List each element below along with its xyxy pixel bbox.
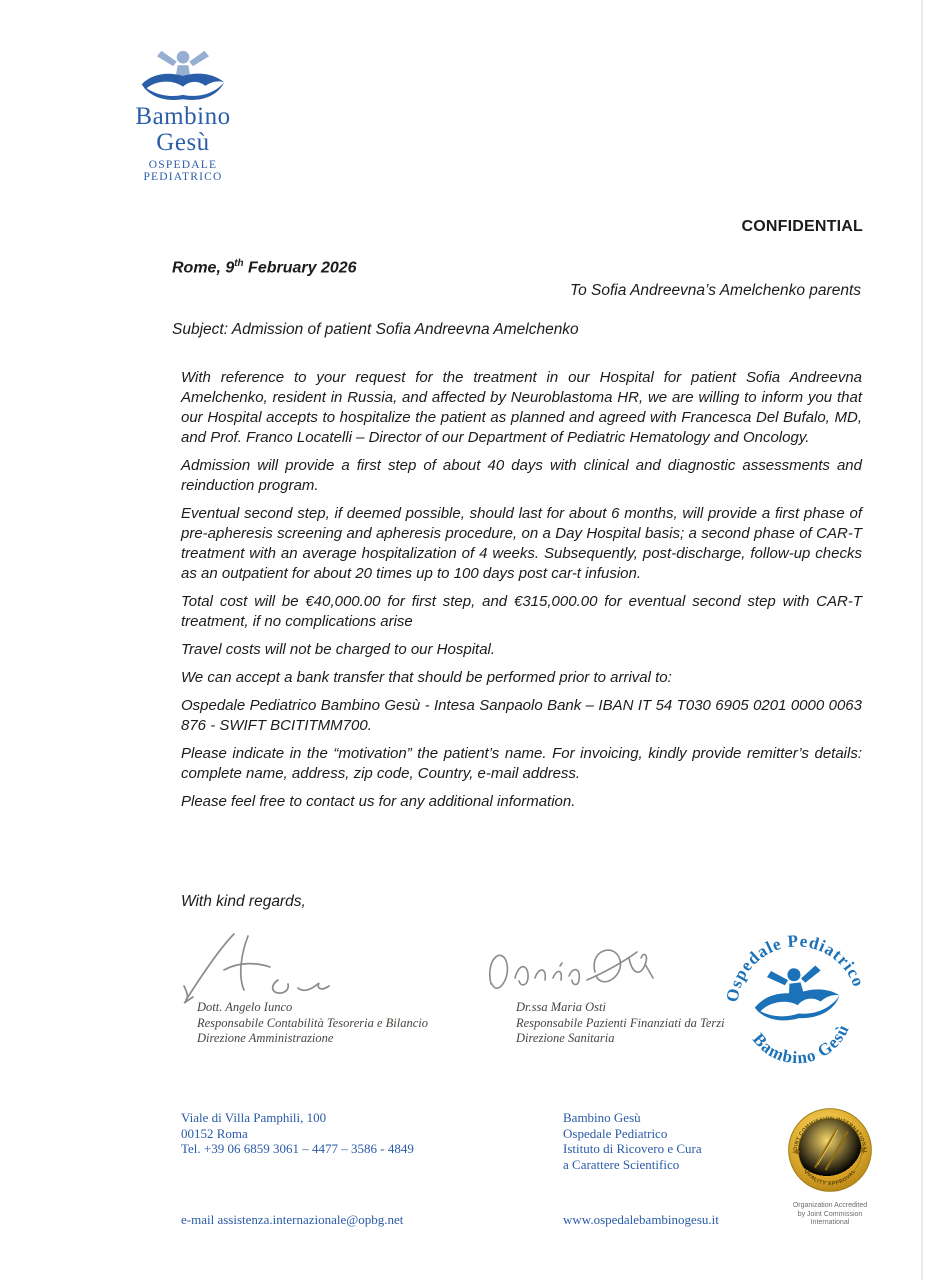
paragraph: Eventual second step, if deemed possible, should last for about 6 months, will provide a first phase of pre-apheresis screening and apheresis procedure, on a Day Hospital basis; a second phase of CAR-T treatment with an average hospitalization of 4 weeks. Subsequently, post-discharge, follow-up checks as an outpatient for about 20 times up to 100 days post car-t infusion. <box>181 505 862 582</box>
footer-website: www.ospedalebambinogesu.it <box>563 1212 719 1227</box>
letter-body <box>181 368 862 820</box>
seal-caption-line2: by Joint Commission International <box>797 1210 863 1226</box>
date-suffix: February 2026 <box>243 259 357 277</box>
signatory-block-iunco <box>197 1000 428 1047</box>
footer-organization <box>563 1110 702 1172</box>
paragraph: Ospedale Pediatrico Bambino Gesù - Intesa Sanpaolo Bank – IBAN IT 54 T030 6905 0201 0000 0063 876 - SWIFT BCITITMM700. <box>181 697 862 734</box>
hospital-stamp <box>715 918 879 1082</box>
date-ordinal: th <box>234 258 244 269</box>
seal-caption <box>780 1202 880 1228</box>
footer-org-name: Bambino Gesù <box>563 1110 641 1125</box>
signatory-name: Dr.ssa Maria Osti <box>516 1000 606 1014</box>
paragraph: With reference to your request for the treatment in our Hospital for patient Sofia Andreevna Amelchenko, resident in Russia, and affected by Neuroblastoma HR, we are willing to inform you that our Hospital accepts to hospitalize the patient as planned and agreed with Francesca Del Bufalo, MD, and Prof. Franco Locatelli – Director of our Department of Pediatric Hematology and Oncology. <box>181 369 862 446</box>
footer-address-city: 00152 Roma <box>181 1125 248 1141</box>
signatory-department: Direzione Amministrazione <box>197 1031 334 1045</box>
svg-text:Bambino Gesù <box>748 1019 857 1073</box>
signatory-name: Dott. Angelo Iunco <box>197 1000 293 1014</box>
paragraph: Please feel free to contact us for any additional information. <box>181 793 576 810</box>
signatory-role: Responsabile Pazienti Finanziati da Terzi <box>516 1015 725 1030</box>
paragraph: We can accept a bank transfer that should be performed prior to arrival to: <box>181 669 672 686</box>
closing-line: With kind regards, <box>181 893 306 910</box>
confidential-label: CONFIDENTIAL <box>741 218 863 235</box>
footer-org-institute2: a Carattere Scientifico <box>563 1156 680 1172</box>
stamp-logo-icon <box>751 963 842 1024</box>
footer-address-phone: Tel. +39 06 6859 3061 – 4477 – 3586 - 4849 <box>181 1141 414 1156</box>
seal-top-text: JOINT COMMISSION INTERNATIONAL <box>792 1116 868 1155</box>
date-line <box>172 258 357 277</box>
paragraph: Admission will provide a first step of about 40 days with clinical and diagnostic assessments and reinduction program. <box>181 457 862 494</box>
brand-subtitle: OSPEDALE PEDIATRICO <box>143 158 223 183</box>
footer-org-institute: Istituto di Ricovero e Cura <box>563 1141 702 1156</box>
signature-scribble-osti <box>483 932 663 1000</box>
seal-caption-line1: Organization Accredited <box>792 1202 868 1209</box>
date-prefix: Rome, 9 <box>172 259 235 277</box>
signatory-department: Direzione Sanitaria <box>516 1031 615 1045</box>
stamp-bottom-text: Bambino Gesù <box>748 1020 853 1068</box>
recipient-line: To Sofia Andreevna’s Amelchenko parents <box>570 282 861 299</box>
accreditation-seal <box>780 1106 880 1228</box>
signatory-role: Responsabile Contabilità Tesoreria e Bilancio <box>197 1015 429 1030</box>
seal-bottom-text: QUALITY APPROVAL <box>802 1168 858 1188</box>
footer-email: e-mail assistenza.internazionale@opbg.net <box>181 1212 404 1227</box>
paragraph: Please indicate in the “motivation” the patient’s name. For invoicing, kindly provide remitter’s details: complete name, address, zip code, Country, e-mail address. <box>181 745 862 782</box>
stamp-top-text: Ospedale Pediatrico <box>722 931 869 1004</box>
signatory-block-osti <box>516 1000 725 1047</box>
jci-seal-icon <box>785 1106 875 1194</box>
footer-address-street: Viale di Villa Pamphili, 100 <box>181 1110 327 1125</box>
hospital-logo-icon <box>138 50 228 102</box>
signature-scribble-iunco <box>178 928 343 1008</box>
footer-address <box>181 1110 414 1157</box>
subject-line: Subject: Admission of patient Sofia Andreevna Amelchenko <box>172 321 579 338</box>
hospital-logo <box>116 50 250 183</box>
brand-name: Bambino Gesù <box>135 103 231 157</box>
scan-page-edge <box>921 0 923 1280</box>
paragraph: Travel costs will not be charged to our Hospital. <box>181 641 496 658</box>
footer-org-type: Ospedale Pediatrico <box>563 1125 668 1141</box>
paragraph: Total cost will be €40,000.00 for first step, and €315,000.00 for eventual second step with CAR-T treatment, if no complications arise <box>181 593 862 630</box>
